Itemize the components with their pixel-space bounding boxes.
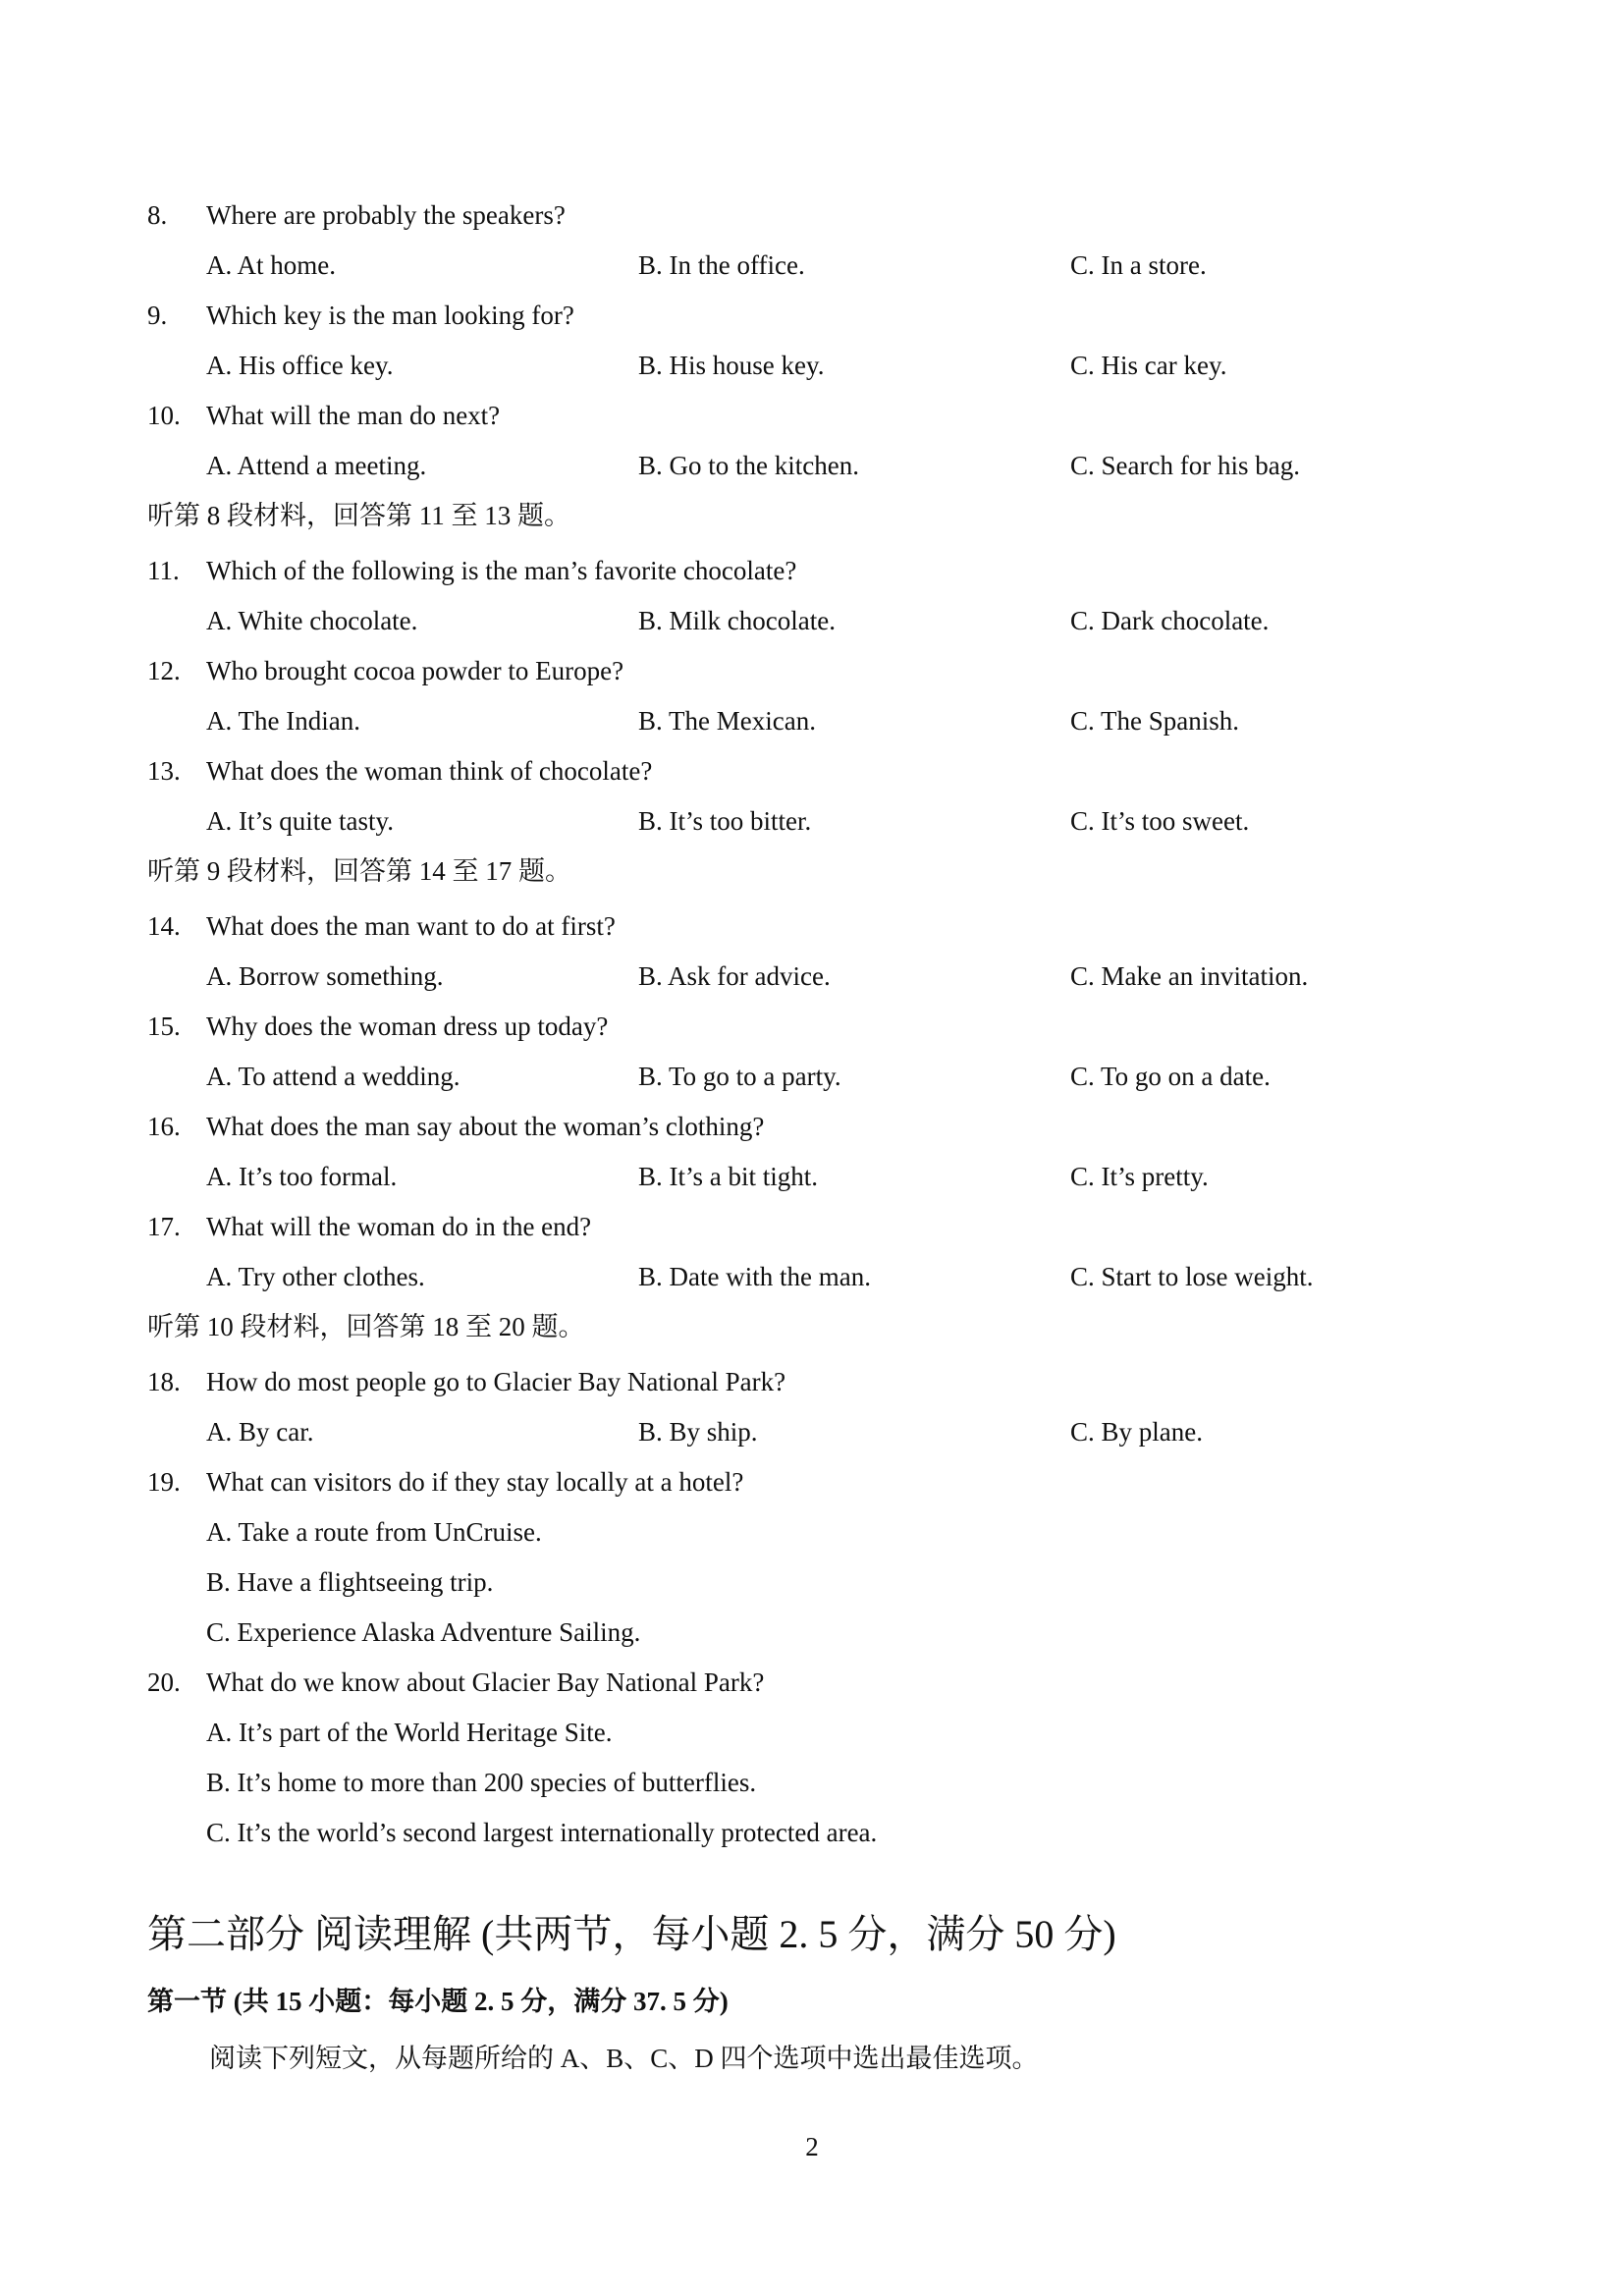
option-b: B. To go to a party. xyxy=(638,1062,841,1091)
question-number: 16. xyxy=(147,1112,181,1141)
option-c: C. The Spanish. xyxy=(1070,706,1240,736)
option-c: C. Search for his bag. xyxy=(1070,451,1300,480)
question-number: 11. xyxy=(147,556,180,585)
option-b: B. It’s too bitter. xyxy=(638,806,812,836)
question-text: What will the woman do in the end? xyxy=(206,1212,592,1241)
option-b: B. Ask for advice. xyxy=(638,961,831,991)
option-a: A. It’s too formal. xyxy=(206,1162,398,1191)
option-c: C. Experience Alaska Adventure Sailing. xyxy=(206,1617,641,1647)
option-a: A. Attend a meeting. xyxy=(206,451,427,480)
question-text: Who brought cocoa powder to Europe? xyxy=(206,656,624,685)
option-a: A. It’s part of the World Heritage Site. xyxy=(206,1718,613,1747)
question-number: 15. xyxy=(147,1011,181,1041)
option-b: B. The Mexican. xyxy=(638,706,816,736)
question-number: 8. xyxy=(147,200,168,230)
question-text: How do most people go to Glacier Bay National Park? xyxy=(206,1367,786,1396)
page-number: 2 xyxy=(805,2132,819,2161)
option-c: C. Make an invitation. xyxy=(1070,961,1309,991)
option-a: A. White chocolate. xyxy=(206,606,418,635)
question-number: 13. xyxy=(147,756,181,786)
option-c: C. By plane. xyxy=(1070,1417,1203,1447)
question-text: What does the man want to do at first? xyxy=(206,911,616,941)
question-text: Why does the woman dress up today? xyxy=(206,1011,609,1041)
option-c: C. It’s pretty. xyxy=(1070,1162,1209,1191)
question-number: 20. xyxy=(147,1667,181,1697)
option-a: A. The Indian. xyxy=(206,706,360,736)
option-a: A. To attend a wedding. xyxy=(206,1062,460,1091)
reading-instruction: 阅读下列短文，从每题所给的 A、B、C、D 四个选项中选出最佳选项。 xyxy=(209,2044,1039,2073)
question-number: 12. xyxy=(147,656,181,685)
option-c: C. To go on a date. xyxy=(1070,1062,1271,1091)
option-a: A. At home. xyxy=(206,250,336,280)
question-text: What does the man say about the woman’s clothing? xyxy=(206,1112,765,1141)
question-text: What will the man do next? xyxy=(206,401,501,430)
part2-title: 第二部分 阅读理解 (共两节，每小题 2. 5 分，满分 50 分) xyxy=(147,1912,1116,1956)
option-c: C. It’s the world’s second largest internationally protected area. xyxy=(206,1818,878,1847)
option-b: B. Date with the man. xyxy=(638,1262,871,1291)
option-c: C. His car key. xyxy=(1070,351,1227,380)
option-c: C. In a store. xyxy=(1070,250,1207,280)
option-c: C. Start to lose weight. xyxy=(1070,1262,1314,1291)
question-number: 14. xyxy=(147,911,181,941)
section-heading-10: 听第 10 段材料，回答第 18 至 20 题。 xyxy=(147,1312,585,1341)
option-a: A. His office key. xyxy=(206,351,394,380)
section-heading-9: 听第 9 段材料，回答第 14 至 17 题。 xyxy=(147,856,571,886)
option-b: B. Milk chocolate. xyxy=(638,606,836,635)
option-a: A. Take a route from UnCruise. xyxy=(206,1517,542,1547)
option-b: B. It’s a bit tight. xyxy=(638,1162,819,1191)
option-a: A. By car. xyxy=(206,1417,314,1447)
option-b: B. In the office. xyxy=(638,250,805,280)
question-number: 9. xyxy=(147,301,168,330)
option-b: B. By ship. xyxy=(638,1417,758,1447)
question-text: Which of the following is the man’s favorite chocolate? xyxy=(206,556,797,585)
question-number: 17. xyxy=(147,1212,181,1241)
question-number: 19. xyxy=(147,1467,181,1497)
question-text: What do we know about Glacier Bay National Park? xyxy=(206,1667,765,1697)
option-b: B. It’s home to more than 200 species of butterflies. xyxy=(206,1768,757,1797)
option-c: C. Dark chocolate. xyxy=(1070,606,1270,635)
option-a: A. Borrow something. xyxy=(206,961,444,991)
option-a: A. Try other clothes. xyxy=(206,1262,425,1291)
part2-section1-heading: 第一节 (共 15 小题：每小题 2. 5 分，满分 37. 5 分) xyxy=(147,1987,729,2016)
option-b: B. Have a flightseeing trip. xyxy=(206,1567,494,1597)
question-text: Which key is the man looking for? xyxy=(206,301,574,330)
question-number: 18. xyxy=(147,1367,181,1396)
option-b: B. Go to the kitchen. xyxy=(638,451,859,480)
option-b: B. His house key. xyxy=(638,351,825,380)
option-a: A. It’s quite tasty. xyxy=(206,806,394,836)
section-heading-8: 听第 8 段材料，回答第 11 至 13 题。 xyxy=(147,501,570,530)
question-text: What can visitors do if they stay locally at a hotel? xyxy=(206,1467,744,1497)
question-text: What does the woman think of chocolate? xyxy=(206,756,653,786)
question-text: Where are probably the speakers? xyxy=(206,200,566,230)
option-c: C. It’s too sweet. xyxy=(1070,806,1250,836)
question-number: 10. xyxy=(147,401,181,430)
